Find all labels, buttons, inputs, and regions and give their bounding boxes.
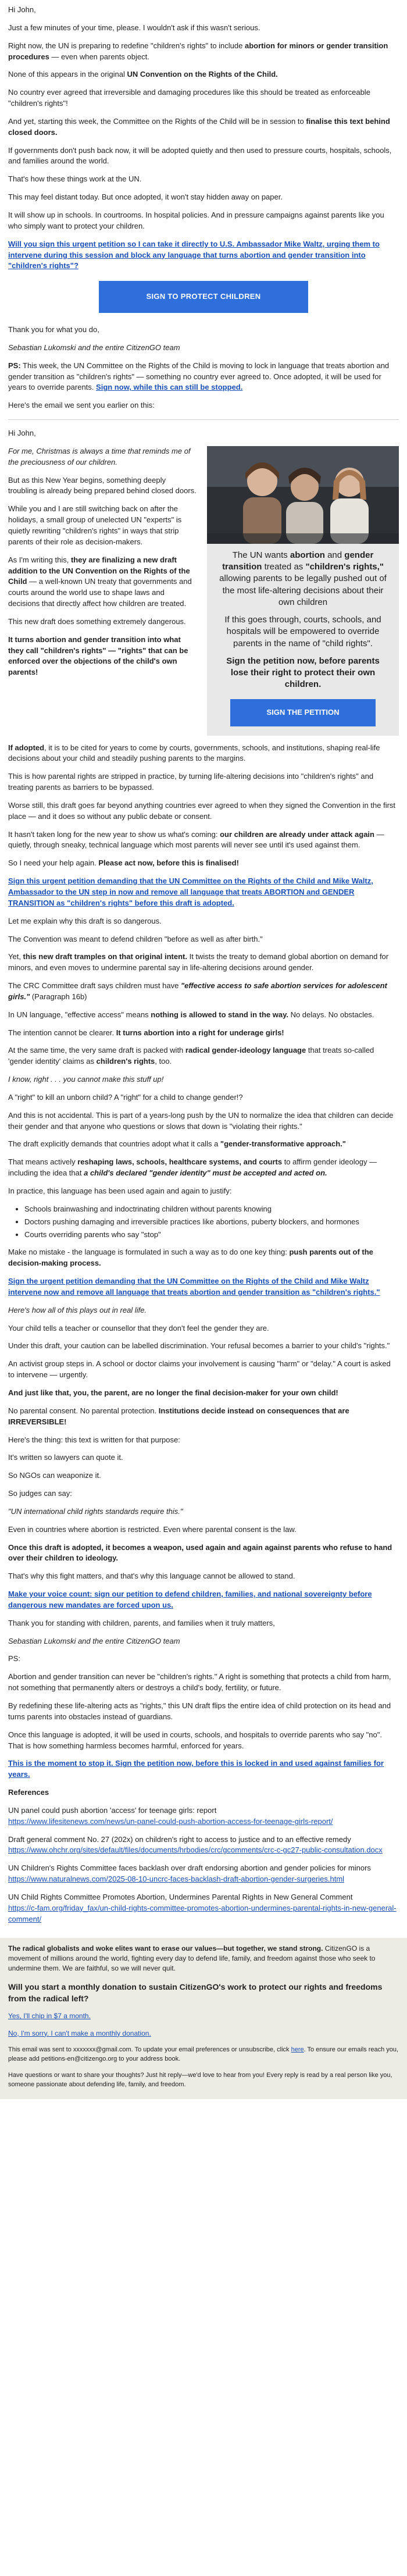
paragraph: The Convention was meant to defend children "before as well as after birth." [8,934,263,943]
paragraph: Once this language is adopted, it will be used in courts, schools, and hospitals to override parents who say "no". That is how something harmless becomes harmful, enforced for years. [8,1730,382,1750]
paragraph: Your child tells a teacher or counsellor that they don't feel the gender they are. [8,1323,269,1332]
paragraph: Just a few minutes of your time, please. I wouldn't ask if this wasn't serious. [8,23,260,32]
sign-petition-button[interactable]: SIGN TO PROTECT CHILDREN [99,281,308,313]
paragraph: Once this draft is adopted, it becomes a weapon, used again and again against parents who refuse to hand over their children to ideology. [8,1542,392,1563]
paragraph: An activist group steps in. A school or doctor claims your involvement is causing "harm" or "delay." A court is asked to intervene — urgently. [8,1359,391,1380]
footer [0,1938,407,2099]
petition-card [207,446,399,736]
list-item: • Doctors pushing damaging and irreversible practices like abortions, puberty blockers, and hormones [24,1217,399,1228]
footer-intro: The radical globalists and woke elites want to erase our values—but together, we stand strong. CitizenGO is a movement of millions around the world, fighting every day to defend life, family, and freedom against those who seek to undermine them. We are faithful, so we will never quit. [8,1944,376,1973]
cta-wrapper [8,281,399,313]
paragraph: None of this appears in the original UN Convention on the Rights of the Child. [8,70,278,79]
card-call: Sign the petition now, before parents lose their right to protect their own children. [226,655,380,690]
reference-item: UN Child Rights Committee Promotes Abortion, Undermines Parental Rights in New General Comment https://c-fam.org/friday_fax/un-child-rights-committee-promotes-abortion-undermines-parental-rights-in-new-general-comment/ [8,1892,397,1923]
card-sign-button[interactable]: SIGN THE PETITION [230,699,376,726]
card-headline: The UN wants abortion and gender transition treated as "children's rights," allowing parents to be legally pushed out of the most life-altering decisions about their own children [219,550,387,607]
paragraph: If governments don't push back now, it will be adopted quietly and then used to pressure courts, hospitals, schools, and families around the world. [8,145,392,166]
paragraph: If adopted, it is to be cited for years to come by courts, governments, schools, and institutions, shaping real-life decisions about your child and steadily pushing parents to the margins. [8,743,380,763]
reference-link[interactable]: https://www.ohchr.org/sites/default/files/documents/hrbodies/crc/gcomments/crc-c-gc27-public-consultation.docx [8,1845,383,1855]
paragraph: By redefining these life-altering acts as "rights," this UN draft flips the entire idea of child protection on its head and turns parents into obstacles instead of guardians. [8,1701,391,1721]
children-photo [207,446,399,544]
paragraph: This may feel distant today. But once adopted, it won't stay hidden away on paper. [8,193,283,202]
paragraph: It hasn't taken long for the new year to show us what's coming: our children are already under attack again — quietly, through sneaky, technical language which most parents will never see until it's used against them. [8,829,384,850]
ps-sign-link[interactable]: Sign now, while this can still be stopped. [96,383,243,392]
paragraph: So NGOs can weaponize it. [8,1471,101,1480]
closing: Thank you for what you do, [8,325,99,334]
paragraph: It will show up in schools. In courtrooms. In hospital policies. And in pressure campaigns against parents like you who simply want to protect your children. [8,210,384,230]
reference-item: UN Children's Rights Committee faces backlash over draft endorsing abortion and gender policies for minors https://www.naturalnews.com/2025-08-10-uncrc-faces-backlash-draft-abortion-gender-surgeries.html [8,1864,371,1884]
signature: Sebastian Lukomski and the entire CitizenGO team [8,1636,180,1645]
paragraph: Yet, this new draft tramples on that original intent. It twists the treaty to demand global abortion on demand for minors, and even moves to undermine parental say in life-altering decisions around gender. [8,952,389,972]
ps-label: PS: [8,1654,20,1663]
paragraph: Right now, the UN is preparing to redefine "children's rights" to include abortion for minors or gender transition procedures — even when parents object. [8,41,388,61]
paragraph: It turns abortion and gender transition into what they call "children's rights" — "rights" that can be enforced over the objections of the child's own parents! [8,635,188,677]
paragraph: Worse still, this draft goes far beyond anything countries ever agreed to when they signed the Convention in the first place — and it does so without any public debate or consent. [8,800,396,821]
paragraph: Here's the thing: this text is written for that purpose: [8,1435,180,1444]
paragraph: Make no mistake - the language is formulated in such a way as to do one key thing: push parents out of the decision-making process. [8,1248,373,1268]
paragraph: This new draft does something extremely dangerous. [8,617,186,626]
paragraph: No country ever agreed that irreversible and damaging procedures like this should be treated as enforceable "children's rights"! [8,88,370,108]
paragraph: That's how these things work at the UN. [8,174,142,184]
paragraph: This is how parental rights are stripped in practice, by turning life-altering decisions into "children's rights" and treating parents as barriers to be bypassed. [8,772,374,792]
paragraph: And this is not accidental. This is part of a years-long push by the UN to normalize the idea that children can decide their gender and that anyone who questions or slows that down is "violating their rights." [8,1110,394,1131]
paragraph: Here's how all of this plays out in real life. [8,1305,147,1314]
paragraph: So I need your help again. Please act now, before this is finalised! [8,858,239,868]
paragraph: In practice, this language has been used again and again to justify: [8,1187,232,1195]
petition-link[interactable]: Will you sign this urgent petition so I can take it directly to U.S. Ambassador Mike Waltz, urging them to intervene during this session and block any language that turns abortion and gender transition into "children's rights"? [8,239,380,270]
references [8,1805,399,1925]
greeting: Hi John, [8,429,36,438]
donation-question: Will you start a monthly donation to sustain CitizenGO's work to protect our rights and freedoms from the radical left? [8,1982,383,2003]
list-item: • Courts overriding parents who say "stop" [24,1230,399,1241]
paragraph: Let me explain why this draft is so dangerous. [8,916,162,925]
donate-yes-link[interactable]: Yes, I'll chip in $7 a month. [8,2012,91,2021]
divider [8,419,399,420]
paragraph: That means actively reshaping laws, schools, healthcare systems, and courts to affirm gender ideology — including the idea that a child's declared "gender identity" must be accepted and acted on. [8,1157,377,1178]
references-title: References [8,1788,49,1797]
paragraph: I know, right . . . you cannot make this stuff up! [8,1075,164,1084]
paragraph: Even in countries where abortion is restricted. Even where parental consent is the law. [8,1524,297,1534]
unsubscribe-link[interactable]: here [291,2046,304,2054]
footer-small: Have questions or want to share your thoughts? Just hit reply—we'd love to hear from you! Every reply is read by a real person like you, someone passionate about defending life, family, and freedom. [8,2071,392,2088]
paragraph: "UN international child rights standards require this." [8,1506,183,1516]
petition-link[interactable]: This is the moment to stop it. Sign the petition now, before this is locked in and used against families for years. [8,1759,384,1779]
reference-link[interactable]: https://www.lifesitenews.com/news/un-panel-could-push-abortion-access-for-teenage-girls-report/ [8,1816,333,1826]
paragraph: Abortion and gender transition can never be "children's rights." A right is something that protects a child from harm, not something that permanently alters or destroys a child's body, fertility, or future. [8,1672,391,1693]
paragraph: The draft explicitly demands that countries adopt what it calls a "gender-transformative approach." [8,1139,346,1149]
paragraph: A "right" to kill an unborn child? A "right" for a child to change gender!? [8,1092,243,1102]
postscript: PS: This week, the UN Committee on the Rights of the Child is moving to lock in language that treats abortion and gender transition as "children's rights" — something no country ever agreed to. Once adopted, it will be used for years to override parents. Sign now, while this can still be stopped. [8,361,390,392]
paragraph: So judges can say: [8,1489,72,1498]
paragraph: For me, Christmas is always a time that reminds me of the preciousness of our children. [8,446,191,466]
petition-link[interactable]: Make your voice count: sign our petition to defend children, families, and national sovereignty before dangerous new mandates are forced upon us. [8,1590,372,1609]
paragraph: The CRC Committee draft says children must have "effective access to safe abortion services for adolescent girls." (Paragraph 16b) [8,981,387,1001]
reference-item: UN panel could push abortion 'access' for teenage girls: report https://www.lifesitenews.com/news/un-panel-could-push-abortion-access-for-teenage-girls-report/ [8,1805,333,1826]
paragraph: In UN language, "effective access" means nothing is allowed to stand in the way. No delays. No obstacles. [8,1010,374,1019]
paragraph: And yet, starting this week, the Committee on the Rights of the Child will be in session to finalise this text behind closed doors. [8,116,390,137]
footer-small: This email was sent to xxxxxxx@gmail.com. To update your email preferences or unsubscribe, click here. To ensure our emails reach you, please add petitions-en@citizengo.org to your address book. [8,2046,399,2062]
paragraph: It's written so lawyers can quote it. [8,1453,123,1462]
paragraph: At the same time, the very same draft is packed with radical gender-ideology language that treats so-called 'gender identity' claims as children's rights, too. [8,1046,374,1066]
petition-link[interactable]: Sign this urgent petition demanding that the UN Committee on the Rights of the Child and Mike Waltz, Ambassador to the UN step in now and remove all language that treats ABORTION and GENDER TRANSITION as "children's rights" before this draft is adopted. [8,877,373,907]
paragraph: As I'm writing this, they are finalizing a new draft addition to the UN Convention on the Rights of the Child — a well-known UN treaty that governments and courts around the world use to shape laws and decisions that directly affect how children are treated. [8,555,192,608]
list-item: • Schools brainwashing and indoctrinating children without parents knowing [24,1204,399,1215]
card-text: If this goes through, courts, schools, and hospitals will be empowered to override parents in the name of "child rights". [224,615,381,649]
reference-link[interactable]: https://www.naturalnews.com/2025-08-10-uncrc-faces-backlash-draft-abortion-gender-surgeries.html [8,1875,345,1884]
reference-item: Draft general comment No. 27 (202x) on children's right to access to justice and to an effective remedy https://www.ohchr.org/sites/default/files/documents/hrbodies/crc/gcomments/crc-c-gc27-public-consultation.docx [8,1834,383,1855]
paragraph: Here's the email we sent you earlier on this: [8,401,155,410]
donate-no-link[interactable]: No, I'm sorry. I can't make a monthly donation. [8,2029,151,2037]
closing: Thank you for standing with children, parents, and families when it truly matters, [8,1618,275,1627]
greeting: Hi John, [8,5,36,14]
paragraph: Under this draft, your caution can be labelled discrimination. Your refusal becomes a barrier to your child's "rights." [8,1341,390,1351]
reference-link[interactable]: https://c-fam.org/friday_fax/un-child-rights-committee-promotes-abortion-undermines-parental-rights-in-new-general-comment/ [8,1903,397,1923]
paragraph: The intention cannot be clearer. It turns abortion into a right for underage girls! [8,1028,284,1037]
paragraph: But as this New Year begins, something deeply troubling is already being prepared behind closed doors. [8,475,197,496]
paragraph: That's why this fight matters, and that's why this language cannot be allowed to stand. [8,1572,295,1581]
paragraph: No parental consent. No parental protection. Institutions decide instead on consequences that are IRREVERSIBLE! [8,1406,349,1426]
bullet-list [8,1204,399,1241]
petition-link[interactable]: Sign the urgent petition demanding that the UN Committee on the Rights of the Child and Mike Waltz intervene now and remove all language that treats abortion and gender transition as "children's rights." [8,1277,380,1296]
paragraph: While you and I are still switching back on after the holidays, a small group of unelected UN "experts" is quietly rewriting "children's rights" in ways that strip parents of their role as decision-makers. [8,504,182,546]
signature: Sebastian Lukomski and the entire CitizenGO team [8,343,180,352]
paragraph: And just like that, you, the parent, are no longer the final decision-maker for your own child! [8,1388,338,1397]
